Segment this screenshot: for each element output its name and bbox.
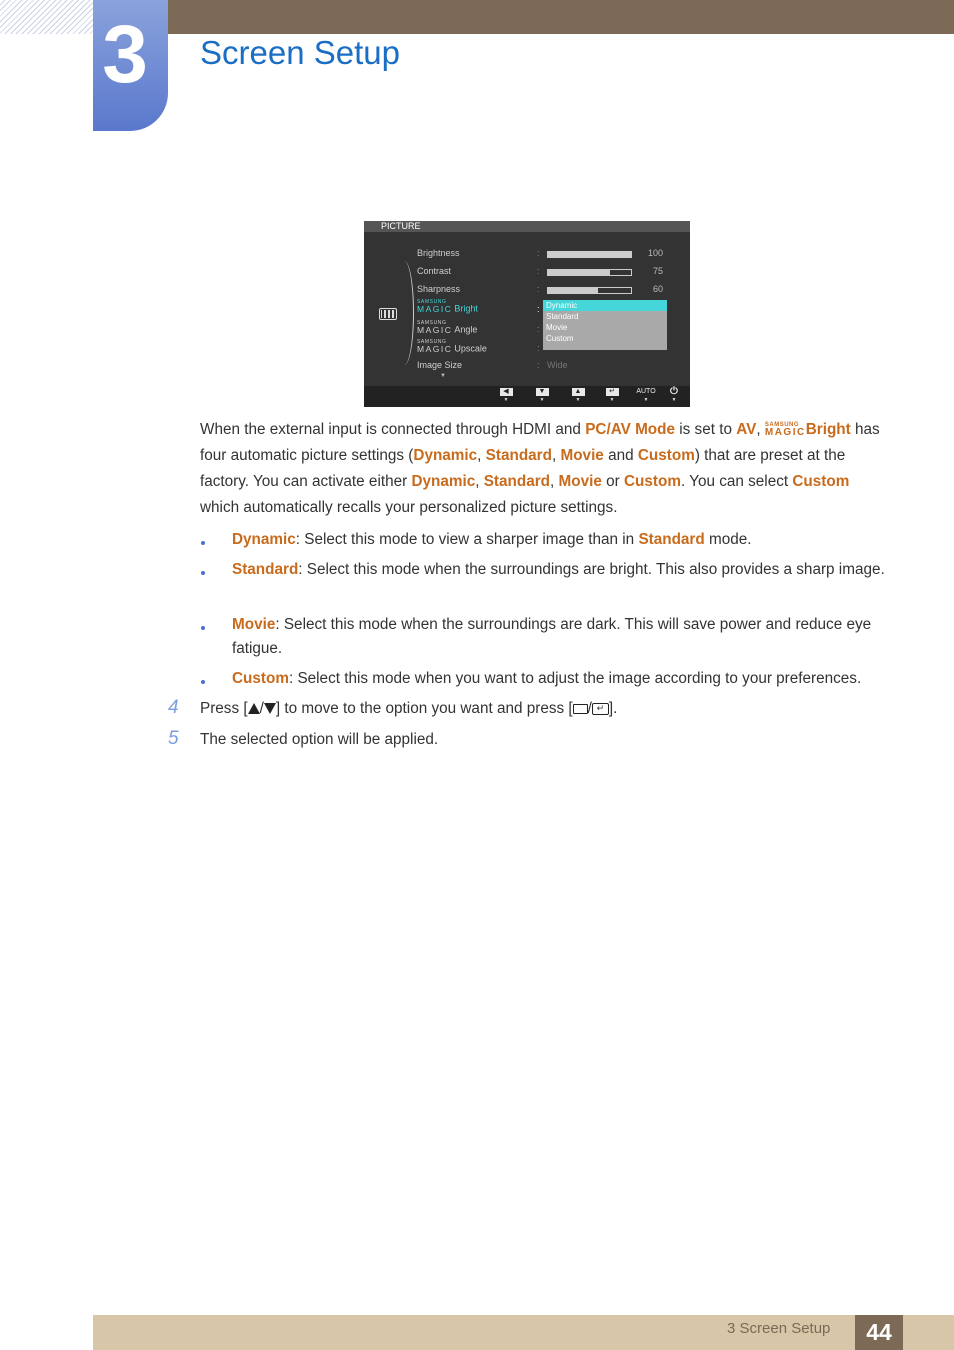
step-number: 4: [168, 697, 179, 718]
picture-menu-icon: [379, 308, 397, 320]
magic-angle-label: Angle: [454, 324, 478, 335]
av-term: AV: [736, 421, 757, 438]
key-arrow-icon: ▼: [609, 397, 615, 403]
osd-colon: :: [537, 360, 540, 370]
samsung-magic-logo: SAMSUNG MAGIC: [764, 422, 806, 438]
bullet-movie: Movie: Select this mode when the surroundings are dark. This will save power and reduce eye fatigue.: [232, 616, 872, 657]
bullet-standard: Standard: Select this mode when the surroundings are bright. This also provides a sharp image.: [232, 561, 885, 578]
magic-upscale-label: Upscale: [454, 343, 487, 354]
bullet-custom: Custom: Select this mode when you want to adjust the image according to your preferences.: [232, 670, 862, 687]
magic-bright-label: Bright: [454, 303, 478, 314]
pc-av-mode-term: PC/AV Mode: [585, 421, 676, 438]
osd-arc-decoration: [398, 261, 414, 365]
osd-item-brightness: Brightness: [417, 248, 460, 258]
contrast-level-bar: [547, 269, 632, 276]
intro-paragraph: When the external input is connected through HDMI and PC/AV Mode is set to AV, SAMSUNG MAGIC Bright has four automatic picture settings (Dynamic, Standard, Movie and Custom) that are preset at the factory. You can activate either Dynamic, Standard, Movie or Custom. You can select Custom which automatically recalls your personalized picture settings.: [200, 421, 880, 516]
bright-term: Bright: [805, 421, 851, 438]
osd-colon: :: [537, 266, 540, 276]
contrast-fill: [548, 270, 610, 275]
osd-item-contrast: Contrast: [417, 266, 452, 276]
chapter-number: 3: [102, 9, 148, 100]
header-bar: [168, 0, 954, 34]
osd-colon: :: [537, 284, 540, 294]
up-arrow-icon: ▲: [572, 388, 585, 396]
osd-item-image-size: Image Size: [417, 360, 463, 370]
dropdown-option-custom[interactable]: Custom: [546, 334, 574, 343]
up-key-icon: [248, 703, 260, 714]
brightness-level-bar: [547, 251, 632, 258]
image-size-value: Wide: [547, 360, 568, 370]
footer-chapter-label: 3 Screen Setup: [727, 1320, 831, 1337]
samsung-magic-logo: SAMSUNG MAGIC: [417, 299, 453, 314]
header-hatch-decoration: [0, 0, 93, 34]
samsung-magic-logo: SAMSUNG MAGIC: [417, 339, 453, 354]
osd-menu-title: PICTURE: [381, 221, 421, 231]
osd-colon: :: [537, 304, 540, 314]
sharpness-fill: [548, 288, 598, 293]
bullet-dot: [201, 626, 205, 630]
bullet-dot: [201, 571, 205, 575]
samsung-magic-logo: SAMSUNG MAGIC: [417, 320, 453, 335]
enter-key-icon: ↵: [592, 703, 609, 715]
down-button[interactable]: [535, 388, 549, 406]
page-number: 44: [855, 1315, 903, 1350]
magic-bright-dropdown: [543, 300, 667, 350]
down-arrow-icon: ▼: [536, 388, 549, 396]
up-button[interactable]: [571, 388, 585, 406]
source-key-icon: [573, 704, 588, 714]
down-key-icon: [264, 703, 276, 714]
osd-picture-menu: [364, 221, 690, 407]
osd-item-sharpness: Sharpness: [417, 284, 461, 294]
left-arrow-icon: ◀: [500, 388, 513, 396]
osd-colon: :: [537, 248, 540, 258]
bullet-dynamic: Dynamic: Select this mode to view a sharper image than in Standard mode.: [232, 531, 752, 548]
key-arrow-icon: ▼: [575, 397, 581, 403]
auto-label: AUTO: [636, 388, 656, 395]
enter-icon: ↵: [606, 388, 619, 396]
dropdown-option-dynamic[interactable]: Dynamic: [543, 300, 667, 311]
left-button[interactable]: [499, 388, 513, 406]
dropdown-option-standard[interactable]: Standard: [546, 312, 579, 321]
dropdown-option-movie[interactable]: Movie: [546, 323, 568, 332]
key-arrow-icon: ▼: [671, 397, 677, 403]
contrast-value: 75: [652, 266, 663, 276]
osd-item-magic-upscale: [417, 340, 487, 354]
key-arrow-icon: ▼: [643, 397, 649, 403]
brightness-fill: [548, 252, 631, 257]
osd-item-magic-bright: [417, 300, 478, 314]
brightness-value: 100: [647, 248, 663, 258]
key-arrow-icon: ▼: [503, 397, 509, 403]
sharpness-level-bar: [547, 287, 632, 294]
power-icon: ⏻: [670, 386, 678, 397]
auto-button[interactable]: [636, 388, 656, 406]
more-down-arrow-icon: ▼: [440, 373, 446, 379]
osd-colon: :: [537, 343, 540, 353]
step-number: 5: [168, 728, 179, 749]
bullet-dot: [201, 680, 205, 684]
osd-colon: :: [537, 324, 540, 334]
enter-button[interactable]: [605, 388, 619, 406]
step-4-text: Press [ / ] to move to the option you want and press [ / ↵ ].: [200, 700, 618, 717]
power-button[interactable]: [667, 388, 681, 406]
osd-item-magic-angle: [417, 321, 477, 335]
bullet-dot: [201, 541, 205, 545]
page-title: Screen Setup: [200, 34, 400, 71]
sharpness-value: 60: [652, 284, 663, 294]
step-5-text: The selected option will be applied.: [200, 731, 439, 748]
key-arrow-icon: ▼: [539, 397, 545, 403]
